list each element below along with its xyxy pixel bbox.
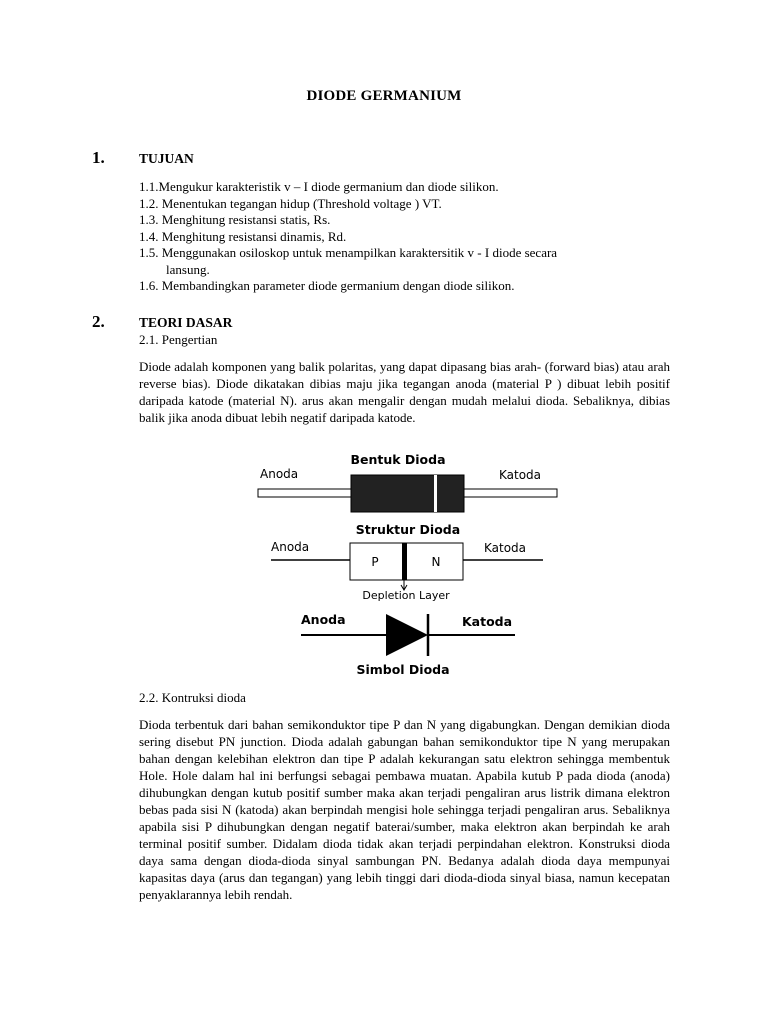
n-region-label: N xyxy=(431,555,441,569)
objectives-list xyxy=(139,179,649,295)
list-item xyxy=(139,212,649,229)
katoda-label: Katoda xyxy=(484,541,527,555)
list-item-number: 1.3. xyxy=(139,212,159,227)
depletion-layer-label: Depletion Layer xyxy=(362,589,450,602)
list-item-number: 1.1. xyxy=(139,179,159,194)
list-item xyxy=(139,196,649,213)
list-item xyxy=(139,278,649,295)
bentuk-dioda-title: Bentuk Dioda xyxy=(350,452,446,467)
diode-body xyxy=(351,475,464,512)
anoda-label: Anoda xyxy=(260,467,299,481)
list-item-text: Menentukan tegangan hidup (Threshold voltage ) VT. xyxy=(161,195,442,211)
list-item-text-continued: lansung. xyxy=(166,261,210,277)
junction-layer xyxy=(402,543,407,580)
anoda-label: Anoda xyxy=(271,540,310,554)
subsection-heading: 2.2. Kontruksi dioda xyxy=(139,690,246,705)
list-item xyxy=(139,245,649,278)
katoda-label: Katoda xyxy=(499,468,542,482)
diode-figure xyxy=(240,446,580,682)
section-1-title: TUJUAN xyxy=(139,151,194,166)
list-item-text: Menggunakan osiloskop untuk menampilkan karaktersitik v - I diode secara xyxy=(161,245,558,260)
anoda-label: Anoda xyxy=(301,612,346,627)
list-item-text: Menghitung resistansi dinamis, Rd. xyxy=(161,228,347,244)
list-item-number: 1.4. xyxy=(139,228,159,244)
document-title: DIODE GERMANIUM xyxy=(306,88,462,104)
subsection-heading: 2.1. Pengertian xyxy=(139,332,218,347)
paragraph-pengertian: Diode adalah komponen yang balik polaritas, yang dapat dipasang bias arah- (forward bias) atau arah reverse bias). Diode dikatakan dibias maju jika tegangan anoda (material P ) dibuat lebih positif daripada katode (material N). arus akan mengalir dengan mudah melalui dioda. Sebaliknya, dibias balik jika anoda dibuat lebih negatif daripada katode. xyxy=(139,359,670,425)
list-item xyxy=(139,229,649,246)
section-2-number: 2. xyxy=(92,312,105,331)
katoda-label: Katoda xyxy=(462,614,513,629)
p-region-label: P xyxy=(371,555,379,569)
cathode-band xyxy=(434,475,437,512)
diode-triangle xyxy=(386,614,428,656)
list-item-text: Menghitung resistansi statis, Rs. xyxy=(161,212,331,227)
section-2-title: TEORI DASAR xyxy=(139,315,233,330)
paragraph-kontruksi: Dioda terbentuk dari bahan semikonduktor tipe P dan N yang digabungkan. Dengan demikian dioda sering disebut PN junction. Dioda adalah gabungan bahan semikonduktor tipe N yang merupakan bahan dengan kelebihan elektron dan tipe P adalah kekurangan satu elektron sehingga membentuk Hole. Hole dalam hal ini berfungsi sebagai pembawa muatan. Apabila kutub P pada dioda (anoda) dihubungkan dengan kutub positif sumber maka akan terjadi pengaliran arus listrik dimana elektron bebas pada sisi N (katoda) akan berpindah mengisi hole sehingga terjadi pengaliran arus. Sebaliknya apabila sisi P dihubungkan dengan negatif baterai/sumber, maka elektron akan berpindah ke arah terminal positif sumber. Didalam dioda tidak akan terjadi perpindahan elektron. Konstruksi dioda daya sama dengan dioda-dioda sinyal sambungan PN. Bedanya adalah dioda daya mempunyai kapasitas daya (arus dan tegangan) yang lebih tinggi dari dioda-dioda sinyal biasa, namun kecepatan penyaklarannya lebih rendah. xyxy=(139,717,670,902)
lead-wire-right xyxy=(464,489,557,497)
section-1-number: 1. xyxy=(92,148,105,167)
list-item-number: 1.5. xyxy=(139,245,159,260)
list-item-text: Membandingkan parameter diode germanium dengan diode silikon. xyxy=(161,278,515,293)
lead-wire-left xyxy=(258,489,351,497)
struktur-dioda-title: Struktur Dioda xyxy=(355,522,461,537)
list-item-number: 1.2. xyxy=(139,195,159,211)
list-item-text: Mengukur karakteristik v – I diode germanium dan diode silikon. xyxy=(158,179,499,194)
list-item-number: 1.6. xyxy=(139,278,159,293)
list-item xyxy=(139,179,649,196)
simbol-dioda-title: Simbol Dioda xyxy=(356,662,450,677)
